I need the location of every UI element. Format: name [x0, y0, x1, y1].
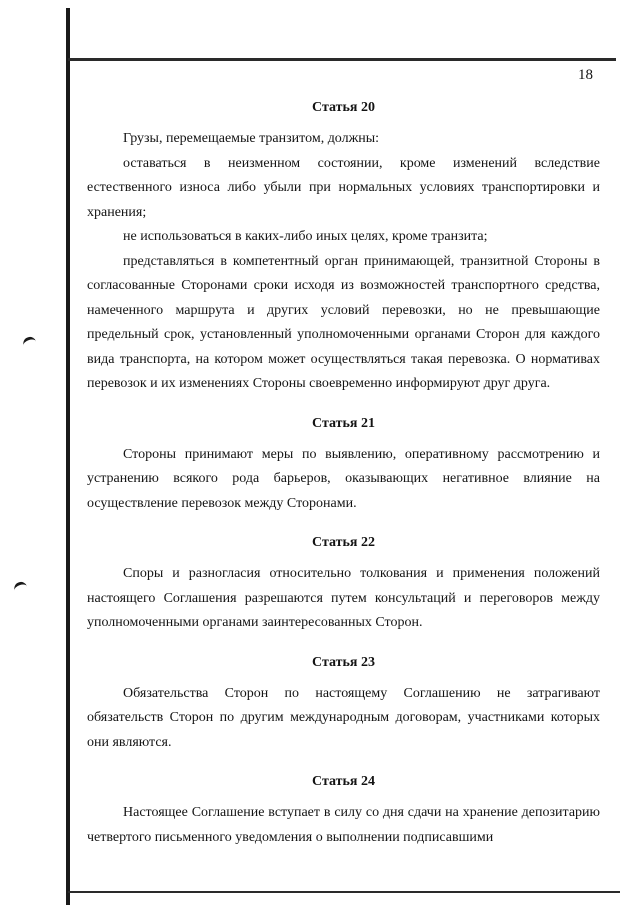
paragraph: Стороны принимают меры по выявлению, оперативному рассмотрению и устранению всякого рода барьеров, оказывающих негативное влияние на осуществление перевозок между Сторонами.: [87, 446, 600, 511]
paragraph: Обязательства Сторон по настоящему Соглашению не затрагивают обязательств Сторон по другим международным договорам, участниками которых они являются.: [87, 685, 600, 750]
article-heading: Статья 21: [312, 415, 375, 431]
paragraph: не использоваться в каких-либо иных целях, кроме транзита;: [123, 229, 488, 244]
paragraph: Споры и разногласия относительно толкования и применения положений настоящего Соглашения разрешаются путем консультаций и переговоров между уполномоченными органами заинтересованных Сторон.: [87, 566, 600, 630]
punch-hole-mark: [13, 580, 29, 594]
paragraph: Настоящее Соглашение вступает в силу со дня сдачи на хранение депозитарию четвертого письменного уведомления о выполнении подписавшими: [87, 805, 600, 845]
article-heading: Статья 24: [312, 774, 375, 789]
scan-bottom-rule: [68, 891, 620, 893]
scan-left-edge-bar: [66, 8, 70, 905]
article-22: [87, 533, 600, 636]
document-body: [87, 98, 600, 850]
article-heading: Статья 22: [312, 535, 375, 550]
article-21: [87, 414, 600, 517]
article-23: [87, 653, 600, 756]
paragraph: Грузы, перемещаемые транзитом, должны:: [123, 131, 380, 146]
paragraph: оставаться в неизменном состоянии, кроме изменений вследствие естественного износа либо убыли при нормальных условиях транспортировки и хранения;: [87, 155, 600, 220]
punch-hole-mark: [22, 335, 38, 349]
page-number: 18: [578, 67, 593, 83]
article-24: [87, 772, 600, 850]
paragraph: представляться в компетентный орган принимающей, транзитной Стороны в согласованные Сторонами сроки исходя из возможностей транспортного средства, намеченного маршрута и других условий перевозки, но не превышающие предельный срок, установленный уполномоченными органами Сторон для каждого вида транспорта, на котором может осуществляться такая перевозка. О нормативах перевозок и их изменениях Стороны своевременно информируют друг друга.: [87, 253, 600, 391]
article-heading: Статья 23: [312, 654, 375, 670]
article-heading: Статья 20: [312, 100, 375, 115]
scan-top-rule: [68, 58, 616, 61]
article-20: [87, 98, 600, 397]
